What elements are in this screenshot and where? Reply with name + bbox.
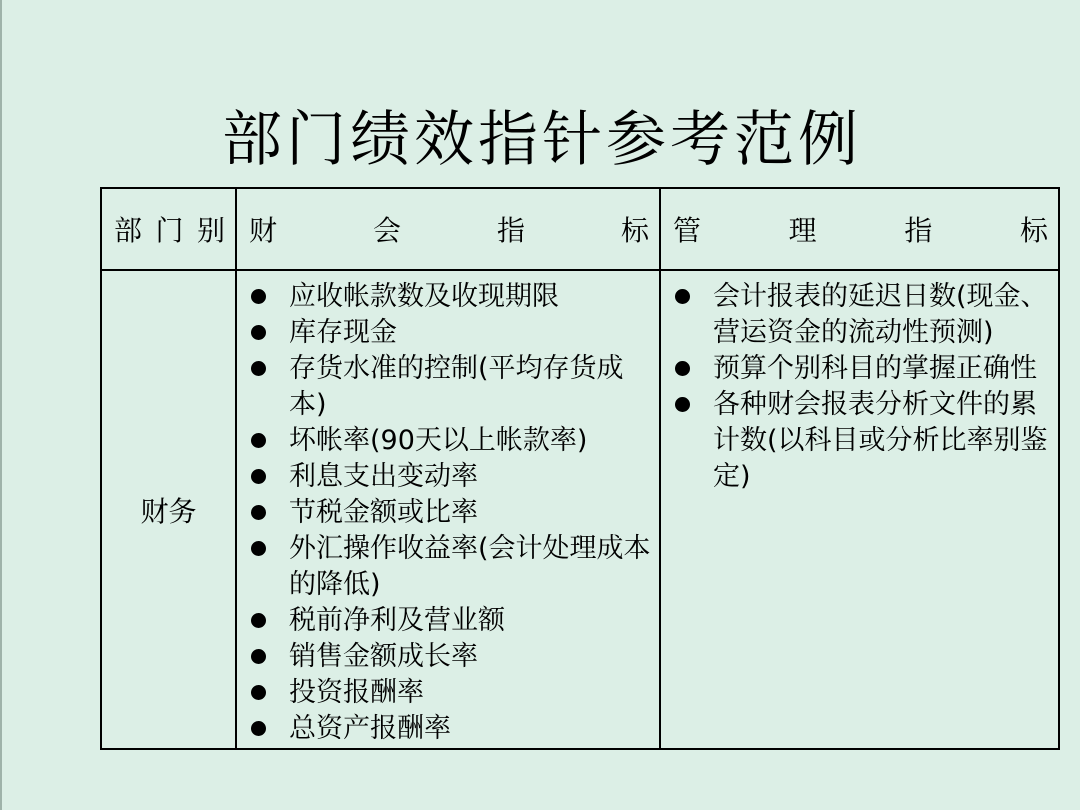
list-item-text: 外汇操作收益率(会计处理成本的降低) — [289, 533, 651, 600]
header-finance — [236, 188, 660, 270]
finance-cell — [236, 270, 660, 749]
list-item-text: 利息支出变动率 — [289, 461, 478, 492]
bullet-icon — [251, 325, 266, 340]
list-item — [661, 351, 1058, 387]
management-cell — [660, 270, 1059, 749]
bullet-icon — [251, 685, 266, 700]
list-item — [237, 351, 659, 423]
list-item-text: 各种财会报表分析文件的累计数(以科目或分析比率别鉴定) — [713, 389, 1048, 492]
list-item — [661, 387, 1058, 495]
header-char: 门 — [155, 214, 184, 247]
header-char: 指 — [904, 214, 933, 247]
bullet-icon — [251, 433, 266, 448]
list-item — [237, 603, 659, 639]
list-item — [237, 459, 659, 495]
management-list — [661, 271, 1058, 495]
list-item — [661, 279, 1058, 351]
header-char: 财 — [249, 214, 278, 247]
bullet-icon — [251, 721, 266, 736]
header-char: 标 — [620, 214, 649, 247]
page-title: 部门绩效指针参考范例 — [222, 105, 862, 175]
bullet-icon — [675, 361, 690, 376]
table-header-row — [101, 188, 1059, 270]
list-item-text: 节税金额或比率 — [289, 497, 478, 528]
list-item — [237, 315, 659, 351]
header-char: 理 — [788, 214, 817, 247]
list-item — [237, 675, 659, 711]
list-item-text: 存货水准的控制(平均存货成本) — [289, 353, 624, 420]
header-char: 会 — [372, 214, 401, 247]
header-char: 管 — [673, 214, 702, 247]
header-dept — [101, 188, 236, 270]
bullet-icon — [251, 541, 266, 556]
kpi-table — [100, 187, 1060, 750]
bullet-icon — [251, 361, 266, 376]
table-row — [101, 270, 1059, 749]
header-char: 部 — [114, 214, 143, 247]
list-item — [237, 279, 659, 315]
list-item-text: 投资报酬率 — [289, 677, 424, 708]
bullet-icon — [675, 397, 690, 412]
list-item-text: 坏帐率(90天以上帐款率) — [289, 425, 588, 456]
list-item — [237, 423, 659, 459]
header-management — [660, 188, 1059, 270]
list-item-text: 税前净利及营业额 — [289, 605, 505, 636]
bullet-icon — [251, 649, 266, 664]
header-char: 别 — [196, 214, 225, 247]
list-item — [237, 711, 659, 747]
list-item-text: 预算个别科目的掌握正确性 — [713, 353, 1037, 384]
list-item — [237, 495, 659, 531]
bullet-icon — [251, 613, 266, 628]
list-item-text: 总资产报酬率 — [289, 713, 451, 744]
dept-cell: 财务 — [101, 270, 236, 749]
bullet-icon — [675, 289, 690, 304]
list-item-text: 库存现金 — [289, 317, 397, 348]
bullet-icon — [251, 469, 266, 484]
list-item — [237, 531, 659, 603]
header-char: 指 — [496, 214, 525, 247]
list-item-text: 会计报表的延迟日数(现金、营运资金的流动性预测) — [713, 281, 1048, 348]
list-item — [237, 639, 659, 675]
header-char: 标 — [1019, 214, 1048, 247]
list-item-text: 销售金额成长率 — [289, 641, 478, 672]
list-item-text: 应收帐款数及收现期限 — [289, 281, 559, 312]
finance-list — [237, 271, 659, 747]
bullet-icon — [251, 505, 266, 520]
bullet-icon — [251, 289, 266, 304]
